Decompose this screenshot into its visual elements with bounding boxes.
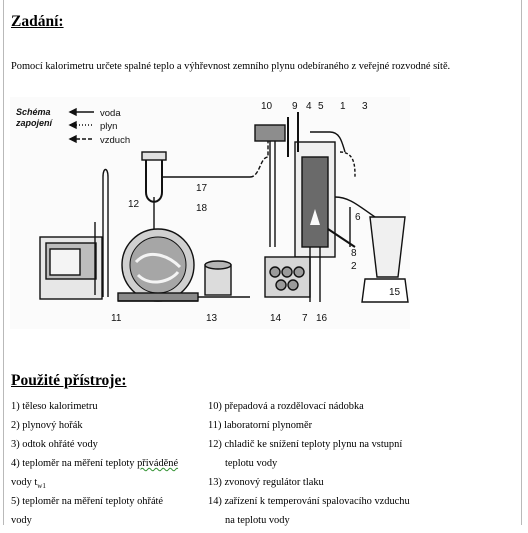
instrument-item: 1) těleso kalorimetru	[11, 401, 98, 412]
svg-text:voda: voda	[100, 108, 121, 119]
instrument-item: 2) plynový hořák	[11, 420, 83, 431]
assignment-text: Pomocí kalorimetru určete spalné teplo a výhřevnost zemního plynu odebíraného z veřejné rozvodné sítě.	[11, 61, 451, 72]
list-item	[11, 420, 528, 438]
svg-text:vzduch: vzduch	[100, 135, 131, 146]
instrument-item: vody $t_{w1}$	[11, 477, 46, 491]
list-item	[11, 515, 528, 533]
instrument-item: 13) zvonový regulátor tlaku	[208, 477, 324, 488]
label-13: 13	[206, 313, 218, 324]
instrument-item: 11) laboratorní plynoměr	[208, 420, 313, 431]
label-3: 3	[362, 101, 368, 112]
label-16: 16	[316, 313, 328, 324]
label-18: 18	[196, 203, 208, 214]
label-12: 12	[128, 199, 140, 210]
legend-title-2: zapojení	[16, 118, 53, 128]
list-item	[11, 477, 528, 495]
instrument-item: teplotu vody	[225, 458, 278, 469]
assignment-heading: Zadání:	[11, 13, 64, 30]
label-10: 10	[261, 101, 273, 112]
instrument-item: na teplotu vody	[225, 515, 290, 526]
instrument-item: 3) odtok ohřáté vody	[11, 439, 98, 450]
instrument-item: vody	[11, 515, 32, 526]
label-9: 9	[292, 101, 298, 112]
page-border-left	[3, 0, 4, 525]
label-2: 2	[351, 261, 357, 272]
list-item	[11, 496, 528, 514]
calorimeter-diagram	[10, 97, 410, 329]
label-4: 4	[306, 101, 312, 112]
label-11: 11	[111, 313, 122, 324]
label-14: 14	[270, 313, 282, 324]
list-item	[11, 401, 528, 419]
instruments-heading: Použité přístroje:	[11, 372, 127, 389]
label-6: 6	[355, 212, 361, 223]
list-item	[11, 439, 528, 457]
svg-text:plyn: plyn	[100, 121, 118, 132]
instrument-item: 10) přepadová a rozdělovací nádobka	[208, 401, 364, 412]
label-15: 15	[389, 287, 401, 298]
label-1: 1	[340, 101, 346, 112]
label-7: 7	[302, 313, 308, 324]
instrument-item: 14) zařízení k temperování spalovacího vzduchu	[208, 496, 410, 507]
spellcheck-underline: přiváděné	[137, 458, 179, 469]
list-item	[11, 458, 528, 476]
instrument-item: 12) chladič ke snížení teploty plynu na vstupní	[208, 439, 403, 450]
legend-title-1: Schéma	[16, 107, 51, 117]
instrument-item: 5) teploměr na měření teploty ohřáté	[11, 496, 164, 507]
label-17: 17	[196, 183, 208, 194]
instrument-item: 4) teploměr na měření teploty přiváděné	[11, 458, 179, 469]
label-8: 8	[351, 248, 357, 259]
label-5: 5	[318, 101, 324, 112]
